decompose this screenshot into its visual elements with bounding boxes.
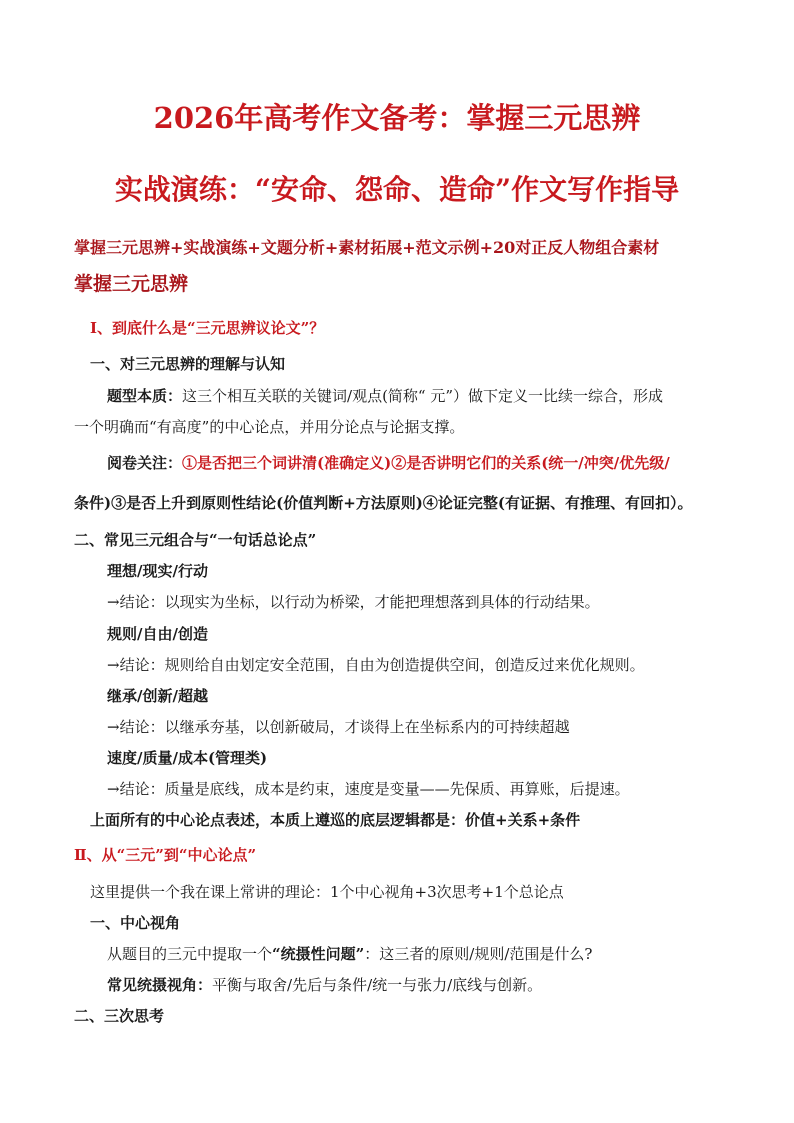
contents-summary: 掌握三元思辨+实战演练+文题分析+素材拓展+范文示例+20对正反人物组合素材 xyxy=(74,238,660,257)
common-perspectives-line xyxy=(107,974,542,995)
page-title: 2026年高考作文备考：掌握三元思辨 xyxy=(153,101,641,135)
part2-sub1-heading: 一、中心视角 xyxy=(90,914,181,932)
combo-conclusion-3: →结论：以继承夯基，以创新破局，才谈得上在坐标系内的可持续超越 xyxy=(107,718,570,736)
common-perspectives-text: 平衡与取舍/先后与条件/统一与张力/底线与创新。 xyxy=(212,976,543,994)
combo-conclusion-1: →结论：以现实为坐标，以行动为桥梁，才能把理想落到具体的行动结果。 xyxy=(107,593,600,611)
common-perspectives-label: 常见统摄视角： xyxy=(107,976,213,994)
essence-text: 这三个相互关联的关键词/观点(简称“ 元”）做下定义一比续一综合，形成 xyxy=(182,387,664,405)
essence-label: 题型本质： xyxy=(107,387,183,405)
central-question-pre: 从题目的三元中提取一个 xyxy=(107,945,273,963)
part2-sub2-heading: 二、三次思考 xyxy=(74,1007,165,1025)
section-title: 掌握三元思辨 xyxy=(74,273,189,295)
combo-conclusion-4: →结论：质量是底线，成本是约束，速度是变量——先保质、再算账，后提速。 xyxy=(107,780,630,798)
logic-note: 上面所有的中心论点表述，本质上遵巡的底层逻辑都是：价值+关系+条件 xyxy=(90,811,581,829)
combo-conclusion-2: →结论：规则给自由划定安全范围，自由为创造提供空间，创造反过来优化规则。 xyxy=(107,656,645,674)
combo-label-1: 理想/现实/行动 xyxy=(107,562,208,580)
part1-sub2-heading: 二、常见三元组合与“一句话总论点” xyxy=(74,531,317,549)
part1-heading: Ⅰ、到底什么是“三元思辨议论文”？ xyxy=(90,319,325,337)
essence-line2: 一个明确而“有高度”的中心论点，并用分论点与论据支撑。 xyxy=(74,418,465,436)
review-text: ①是否把三个词讲清(准确定义)②是否讲明它们的关系(统一/冲突/优先级/ xyxy=(182,454,670,472)
review-line2: 条件)③是否上升到原则性结论(价值判断+方法原则)④论证完整(有证据、有推理、有回扣）。 xyxy=(74,494,693,512)
central-question-term: “统摄性问题” xyxy=(272,945,365,963)
combo-label-3: 继承/创新/超越 xyxy=(107,687,208,705)
combo-label-2: 规则/自由/创造 xyxy=(107,625,208,643)
review-line1 xyxy=(107,452,670,473)
essence-line1 xyxy=(107,385,663,406)
page-subtitle: 实战演练：“安命、怨命、造命”作文写作指导 xyxy=(114,173,680,206)
review-label: 阅卷关注： xyxy=(107,454,183,472)
central-question-post: ：这三者的原则/规则/范围是什么? xyxy=(364,945,593,963)
part2-intro: 这里提供一个我在课上常讲的理论：1个中心视角+3次思考+1个总论点 xyxy=(90,883,564,901)
combo-label-4: 速度/质量/成本(管理类) xyxy=(107,749,268,767)
part1-sub1-heading: 一、对三元思辨的理解与认知 xyxy=(90,355,286,373)
central-question-line xyxy=(107,943,592,964)
part2-heading: Ⅱ、从“三元”到“中心论点” xyxy=(74,846,257,864)
